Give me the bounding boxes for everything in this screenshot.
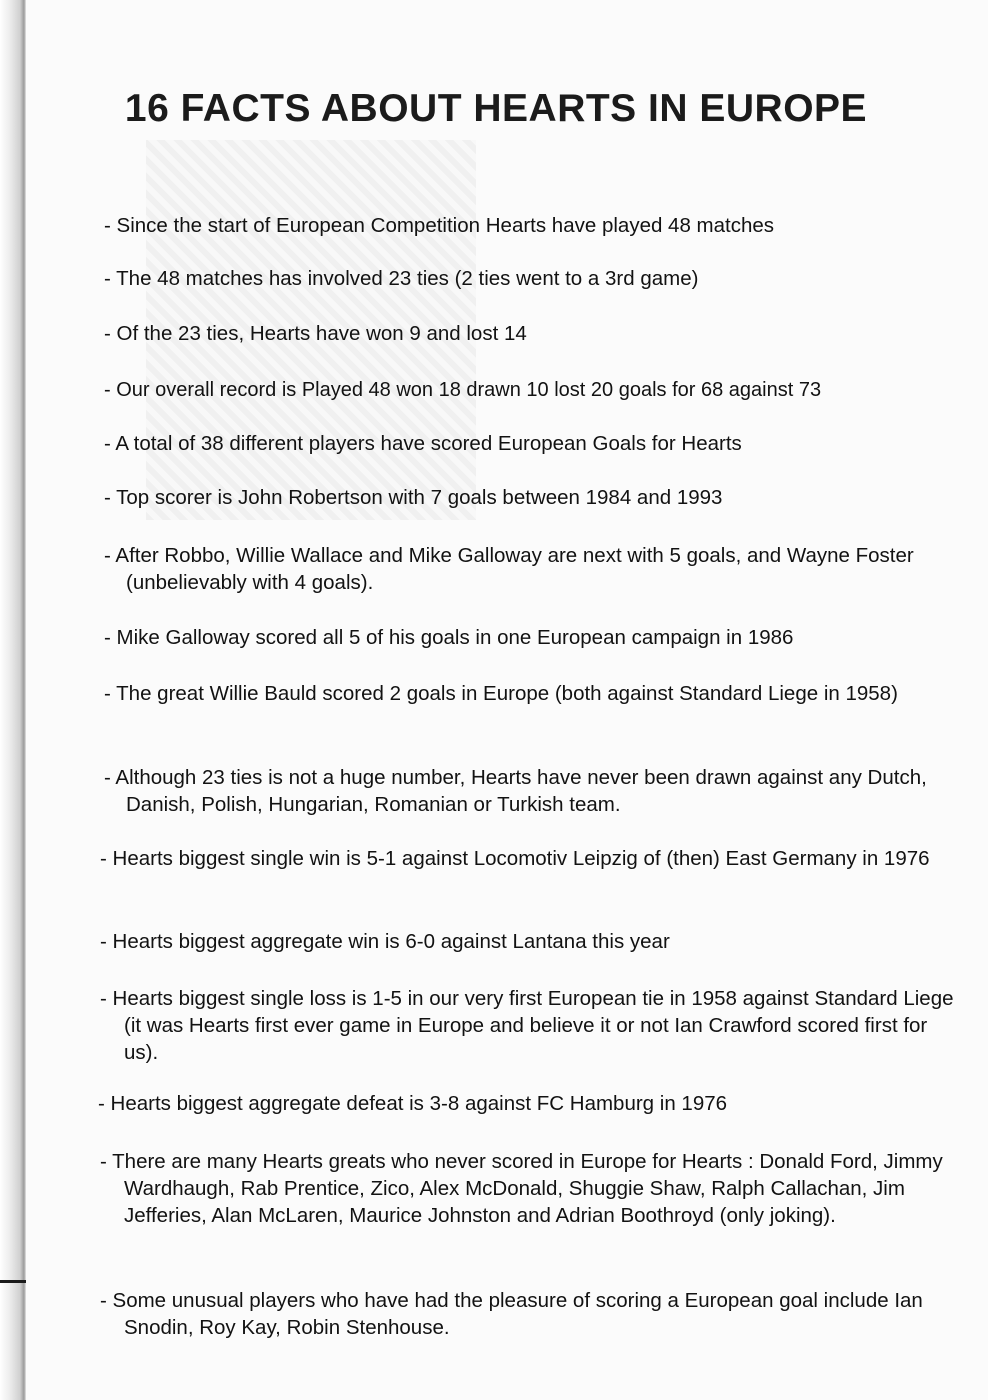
fact-item-15: - There are many Hearts greats who never scored in Europe for Hearts : Donald Ford, Jimmy Wardhaugh, Rab Prentice, Zico, Alex McDonald, Shuggie Shaw, Ralph Callachan, Jim Jefferies, Alan McLaren, Maurice Johnston and Adrian Boothroyd (only joking). [100,1150,943,1227]
fact-item-7: - After Robbo, Willie Wallace and Mike Galloway are next with 5 goals, and Wayne Foster (unbelievably with 4 goals). [104,544,914,594]
fact-item-2: - The 48 matches has involved 23 ties (2 ties went to a 3rd game) [104,267,699,290]
page-title: 16 FACTS ABOUT HEARTS IN EUROPE [124,87,868,130]
fact-item-11: - Hearts biggest single win is 5-1 against Locomotiv Leipzig of (then) East Germany in 1976 [100,847,930,870]
fact-item-14: - Hearts biggest aggregate defeat is 3-8 against FC Hamburg in 1976 [98,1092,728,1115]
fact-item-13: - Hearts biggest single loss is 1-5 in our very first European tie in 1958 against Standard Liege (it was Hearts first ever game in Europe and believe it or not Ian Crawford scored first for us). [100,987,954,1064]
fact-item-10: - Although 23 ties is not a huge number, Hearts have never been drawn against any Dutch, Danish, Polish, Hungarian, Romanian or Turkish team. [104,766,927,816]
fact-item-1: - Since the start of European Competition Hearts have played 48 matches [104,214,775,237]
fact-item-6: - Top scorer is John Robertson with 7 goals between 1984 and 1993 [104,486,723,509]
fact-item-9: - The great Willie Bauld scored 2 goals in Europe (both against Standard Liege in 1958) [104,682,898,705]
fact-item-4: - Our overall record is Played 48 won 18 drawn 10 lost 20 goals for 68 against 73 [104,379,822,401]
fact-item-8: - Mike Galloway scored all 5 of his goals in one European campaign in 1986 [104,626,794,649]
fact-item-5: - A total of 38 different players have scored European Goals for Hearts [104,432,742,455]
page-binding [0,0,26,1400]
document-page [26,0,988,1400]
fact-item-12: - Hearts biggest aggregate win is 6-0 against Lantana this year [100,930,670,953]
fact-item-3: - Of the 23 ties, Hearts have won 9 and lost 14 [104,322,527,345]
fact-item-16: - Some unusual players who have had the pleasure of scoring a European goal include Ian Snodin, Roy Kay, Robin Stenhouse. [100,1289,923,1339]
